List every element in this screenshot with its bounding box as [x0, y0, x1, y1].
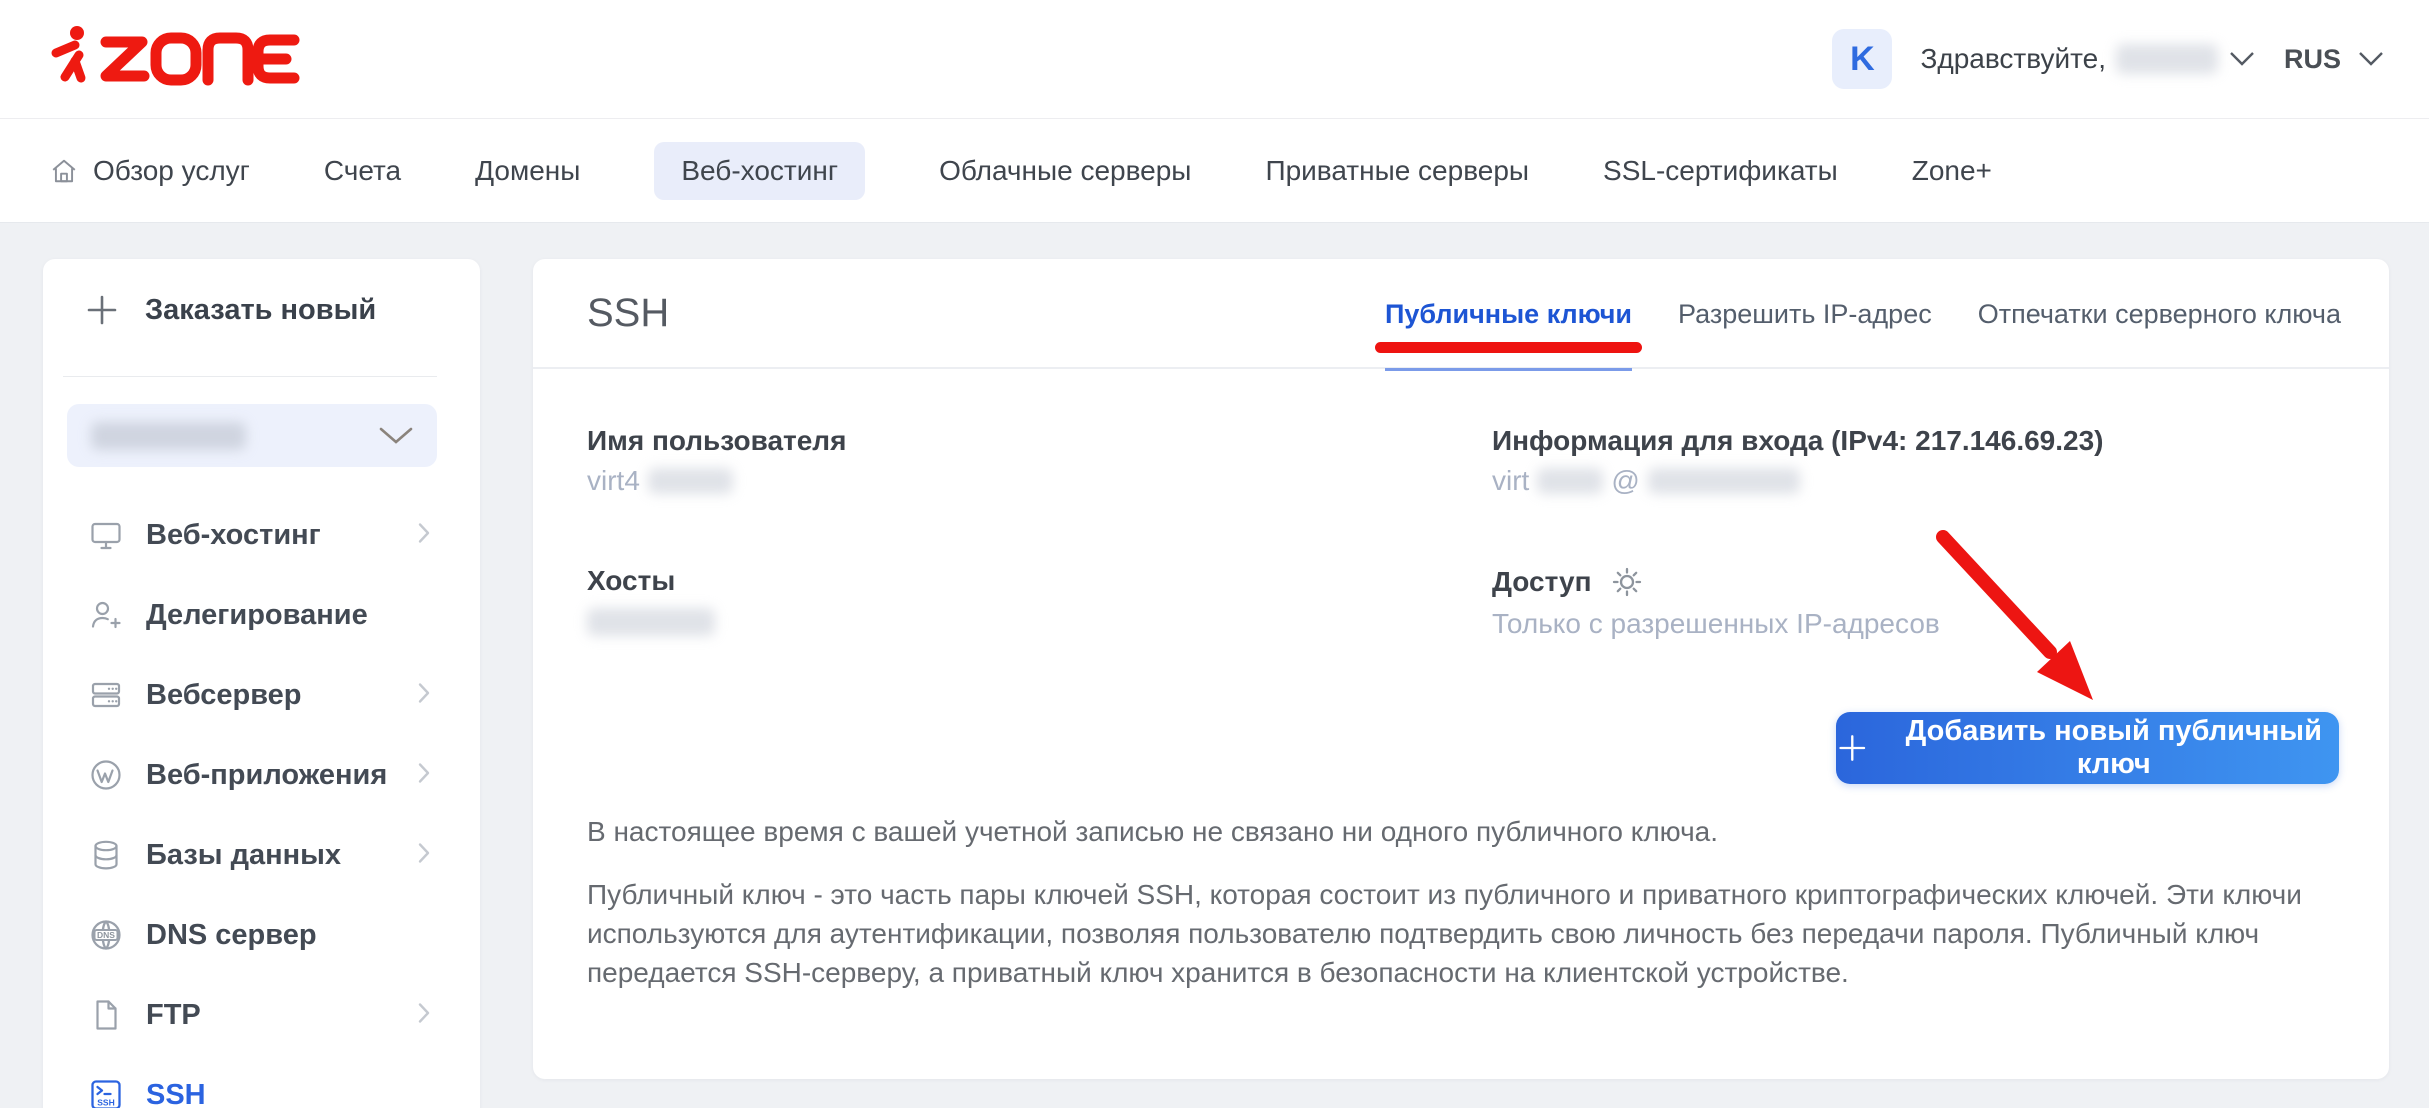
login-info-label — [1492, 425, 2104, 457]
empty-state-text: В настоящее время с вашей учетной записью не связано ни одного публичного ключа. — [587, 816, 1719, 847]
login-info-value — [1492, 465, 1800, 497]
public-key-description: Публичный ключ - это часть пары ключей SSH, которая состоит из публичного и приватного криптографических ключей. Эти ключи используются для аутентификации, позволяя пользователю подтвердить свою личность без передачи пароля. Публичный ключ передается SSH-серверу, а приватный ключ хранится в безопасности на клиентской устройстве. — [587, 879, 2302, 988]
access-value-text: Только с разрешенных IP-адресов — [1492, 608, 1940, 639]
tab-bar — [1385, 259, 2341, 369]
nav-item-label: Zone+ — [1911, 154, 1992, 186]
access-value — [1492, 608, 1940, 640]
wordpress-icon — [88, 757, 124, 793]
home-icon — [50, 157, 78, 185]
monitor-icon — [88, 517, 124, 553]
plus-icon — [85, 293, 119, 327]
panel-header — [533, 259, 2389, 369]
greeting-text: Здравствуйте, — [1920, 43, 2106, 74]
redacted-service-name — [91, 422, 246, 450]
dns-globe-icon — [88, 917, 124, 953]
svg-text:SSH: SSH — [97, 1097, 115, 1108]
sidebar — [43, 259, 480, 1108]
person-plus-icon — [88, 597, 124, 633]
nav-item-overview[interactable] — [50, 142, 250, 200]
sidebar-item-webserver[interactable] — [43, 655, 480, 735]
nav-item-domains[interactable] — [475, 142, 580, 200]
chevron-down-icon — [379, 426, 413, 446]
annotation-underline — [1375, 342, 1642, 353]
sidebar-item-label: SSH — [146, 1078, 206, 1108]
login-prefix: virt — [1492, 465, 1530, 496]
sidebar-item-label: FTP — [146, 998, 201, 1031]
chevron-down-icon — [2228, 50, 2256, 68]
zone-logo-icon — [48, 24, 300, 94]
username-label — [587, 425, 846, 457]
access-label — [1492, 565, 1644, 599]
sidebar-item-label: Вебсервер — [146, 678, 302, 711]
zone-logo[interactable] — [48, 24, 300, 99]
nav-item-web-hosting[interactable] — [654, 142, 865, 200]
service-select[interactable] — [67, 404, 437, 467]
nav-item-label: Облачные серверы — [939, 154, 1192, 186]
tab-public-keys[interactable] — [1385, 259, 1632, 369]
sidebar-item-label: Веб-хостинг — [146, 518, 321, 551]
nav-item-private-servers[interactable] — [1265, 142, 1529, 200]
username-value — [587, 465, 733, 497]
nav-item-zone-plus[interactable] — [1912, 142, 1992, 200]
sidebar-item-label: Веб-приложения — [146, 758, 388, 791]
nav-item-accounts[interactable] — [324, 142, 401, 200]
redacted-username — [648, 468, 733, 494]
sidebar-item-databases[interactable] — [43, 815, 480, 895]
sidebar-menu — [43, 495, 480, 1108]
redacted-user-name — [2116, 44, 2218, 74]
tab-label: Разрешить IP-адрес — [1678, 298, 1932, 329]
nav-item-label: Веб-хостинг — [681, 154, 839, 186]
active-tab-indicator — [1385, 368, 1632, 371]
chevron-right-icon — [418, 762, 431, 784]
redacted-host — [587, 608, 715, 636]
redacted-login-host — [1648, 468, 1800, 494]
chevron-right-icon — [418, 682, 431, 704]
user-avatar[interactable]: K — [1832, 29, 1892, 89]
nav-item-label: Приватные серверы — [1265, 154, 1530, 186]
username-label-text: Имя пользователя — [587, 425, 847, 456]
sidebar-item-web-apps[interactable] — [43, 735, 480, 815]
chevron-down-icon — [2357, 50, 2385, 68]
hosts-value — [587, 608, 715, 636]
sidebar-item-label: Базы данных — [146, 838, 342, 871]
sidebar-item-ftp[interactable] — [43, 975, 480, 1055]
language-selector[interactable] — [2284, 44, 2385, 75]
page-title: SSH — [587, 291, 670, 335]
chevron-right-icon — [418, 1002, 431, 1024]
nav-item-label: Обзор услуг — [93, 154, 250, 186]
sidebar-item-web-hosting[interactable] — [43, 495, 480, 575]
database-icon — [88, 837, 124, 873]
sidebar-item-ssh[interactable] — [43, 1055, 480, 1108]
sidebar-item-label: DNS сервер — [146, 918, 317, 951]
nav-item-label: Счета — [323, 154, 402, 186]
order-new-button[interactable] — [85, 293, 376, 327]
language-label: RUS — [2283, 43, 2341, 74]
sidebar-item-delegation[interactable] — [43, 575, 480, 655]
server-icon — [88, 677, 124, 713]
nav-item-label: Домены — [475, 154, 581, 186]
add-public-key-label: Добавить новый публичный ключ — [1905, 715, 2322, 780]
ssh-panel — [533, 259, 2389, 1079]
plus-icon — [1836, 730, 1869, 766]
user-menu[interactable] — [1920, 43, 2256, 75]
tab-label: Публичные ключи — [1384, 298, 1632, 329]
sidebar-item-label: Делегирование — [146, 598, 368, 631]
tab-allow-ip[interactable] — [1678, 259, 1932, 369]
login-info-label-text: Информация для входа (IPv4: 217.146.69.23) — [1492, 425, 2104, 456]
sidebar-item-dns-server[interactable] — [43, 895, 480, 975]
chevron-right-icon — [418, 522, 431, 544]
file-icon — [88, 997, 124, 1033]
nav-item-ssl-certificates[interactable] — [1603, 142, 1838, 200]
access-label-text: Доступ — [1492, 566, 1592, 597]
redacted-login-user — [1537, 468, 1603, 494]
sidebar-divider — [63, 376, 437, 377]
chevron-right-icon — [418, 842, 431, 864]
tab-server-fingerprints[interactable] — [1978, 259, 2341, 369]
nav-item-cloud-servers[interactable] — [939, 142, 1191, 200]
hosts-label — [587, 565, 675, 597]
main-nav — [0, 118, 2429, 223]
hosts-label-text: Хосты — [587, 565, 676, 596]
add-public-key-button[interactable] — [1836, 712, 2339, 784]
order-new-label: Заказать новый — [145, 293, 377, 326]
svg-text:DNS: DNS — [97, 929, 115, 940]
username-prefix: virt4 — [587, 465, 640, 496]
app-header — [0, 0, 2429, 118]
ssh-terminal-icon — [88, 1077, 124, 1108]
tab-label: Отпечатки серверного ключа — [1977, 298, 2341, 329]
gear-icon[interactable] — [1610, 565, 1644, 599]
nav-item-label: SSL-сертификаты — [1603, 154, 1838, 186]
login-at-sign: @ — [1611, 465, 1640, 496]
